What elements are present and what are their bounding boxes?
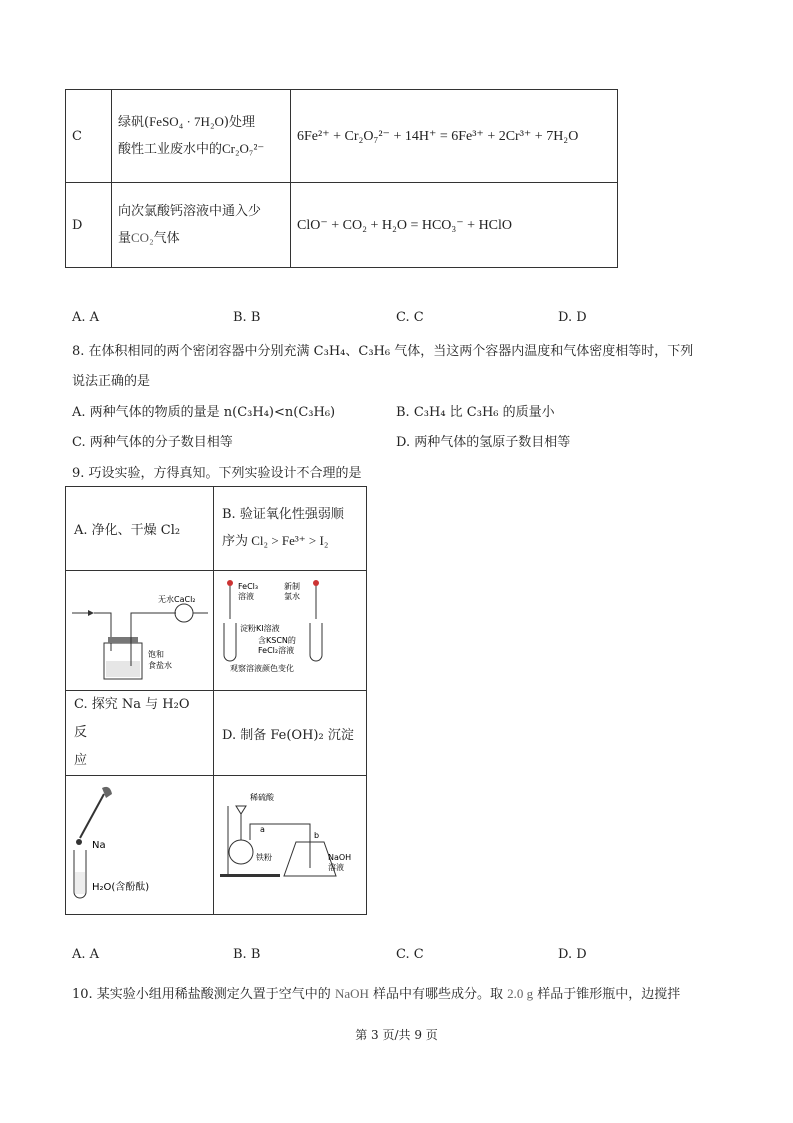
arrow-head [88, 610, 94, 616]
q10-stem: 10. 某实验小组用稀盐酸测定久置于空气中的 NaOH 样品中有哪些成分。取 2.0 g 样品于锥形瓶中，边搅拌 [72, 986, 681, 1002]
row-description: 绿矾(FeSO₄ · 7H₂O)处理 酸性工业废水中的Cr₂O₇²⁻ [112, 90, 291, 183]
row-equation: 6Fe²⁺ + Cr₂O₇²⁻ + 14H⁺ = 6Fe³⁺ + 2Cr³⁺ + 7H₂O [291, 90, 618, 183]
feoh2-apparatus [214, 776, 366, 910]
fig-label: 稀硫酸 [250, 793, 274, 802]
q9-options [0, 947, 793, 963]
q8-stem-cont: 说法正确的是 [72, 374, 151, 389]
brine [106, 661, 140, 677]
dropper-bulb [227, 580, 233, 586]
stopper [108, 637, 138, 643]
option-a[interactable]: A. A [72, 310, 100, 325]
row-label: D [66, 183, 112, 268]
fig-label: 含KSCN的 [258, 636, 296, 645]
fig-label: 氯水 [284, 592, 300, 601]
table-row [66, 90, 618, 183]
na-label: Na [92, 840, 106, 851]
option-b[interactable]: B. B [233, 947, 261, 962]
experiment-table [65, 486, 367, 915]
q8-option-d[interactable]: D. 两种气体的氢原子数目相等 [396, 435, 571, 450]
page-footer: 第 3 页/共 9 页 [355, 1028, 438, 1042]
fig-label: 淀粉KI溶液 [240, 624, 280, 633]
cell-d-label: D. 制备 Fe(OH)₂ 沉淀 [214, 691, 367, 776]
fig-label: 铁粉 [256, 853, 272, 862]
option-c[interactable]: C. C [396, 310, 424, 325]
cell-b-label: B. 验证氧化性强弱顺 序为 Cl₂ > Fe³⁺ > I₂ [214, 487, 367, 571]
funnel [236, 806, 246, 814]
row-equation: ClO⁻ + CO₂ + H₂O = HCO₃⁻ + HClO [291, 183, 618, 268]
inlet-tube [94, 613, 111, 651]
cell-c-label: C. 探究 Na 与 H₂O 反 应 [66, 691, 214, 776]
figure-d [214, 776, 367, 915]
figure-b [214, 571, 367, 691]
sodium-water-apparatus [66, 776, 213, 910]
fig-label: 溶液 [238, 592, 254, 601]
figure-a [66, 571, 214, 691]
drying-tube [175, 604, 193, 622]
q7-options [0, 310, 793, 326]
row-description: 向次氯酸钙溶液中通入少 量CO₂气体 [112, 183, 291, 268]
option-d[interactable]: D. D [558, 947, 587, 962]
sodium-piece [76, 839, 82, 845]
option-d[interactable]: D. D [558, 310, 587, 325]
test-tube-right [310, 623, 322, 661]
option-a[interactable]: A. A [72, 947, 100, 962]
q8-stem: 8. 在体积相同的两个密闭容器中分别充满 C₃H₄、C₃H₆ 气体，当这两个容器内温度和气体密度相等时，下列 [72, 344, 694, 359]
cell-a-label: A. 净化、干燥 Cl₂ [66, 487, 214, 571]
liquid-label: H₂O(含酚酞) [92, 882, 150, 893]
options-table [65, 89, 618, 268]
test-tube-left [224, 623, 236, 661]
q9-stem: 9. 巧设实验，方得真知。下列实验设计不合理的是 [72, 466, 362, 481]
tweezers [80, 794, 104, 838]
fig-label: NaOH [328, 853, 352, 862]
q8-option-b[interactable]: B. C₃H₄ 比 C₃H₆ 的质量小 [396, 405, 555, 420]
option-c[interactable]: C. C [396, 947, 424, 962]
q8-option-a[interactable]: A. 两种气体的物质的量是 n(C₃H₄)<n(C₃H₆) [72, 405, 336, 420]
stand-base [220, 874, 280, 877]
gas-purify-apparatus [66, 571, 213, 686]
fig-label: 溶液 [328, 863, 344, 872]
valve-label: b [314, 831, 320, 840]
figure-c [66, 776, 214, 915]
fig-caption: 观察溶液颜色变化 [230, 664, 294, 673]
table-row [66, 183, 618, 268]
bottle-label: 食盐水 [148, 661, 172, 670]
row-label: C [66, 90, 112, 183]
fig-label: FeCl₃ [238, 582, 259, 591]
bottle-label: 饱和 [148, 650, 164, 659]
q8-option-c[interactable]: C. 两种气体的分子数目相等 [72, 435, 233, 450]
fig-label: 新制 [284, 582, 300, 591]
valve-label: a [260, 825, 265, 834]
liquid [75, 872, 85, 894]
fig-label: FeCl₂溶液 [258, 646, 295, 655]
dryer-label: 无水CaCl₂ [158, 595, 196, 604]
option-b[interactable]: B. B [233, 310, 261, 325]
flask [229, 840, 253, 864]
dropper-bulb [313, 580, 319, 586]
oxidation-apparatus [214, 571, 366, 686]
